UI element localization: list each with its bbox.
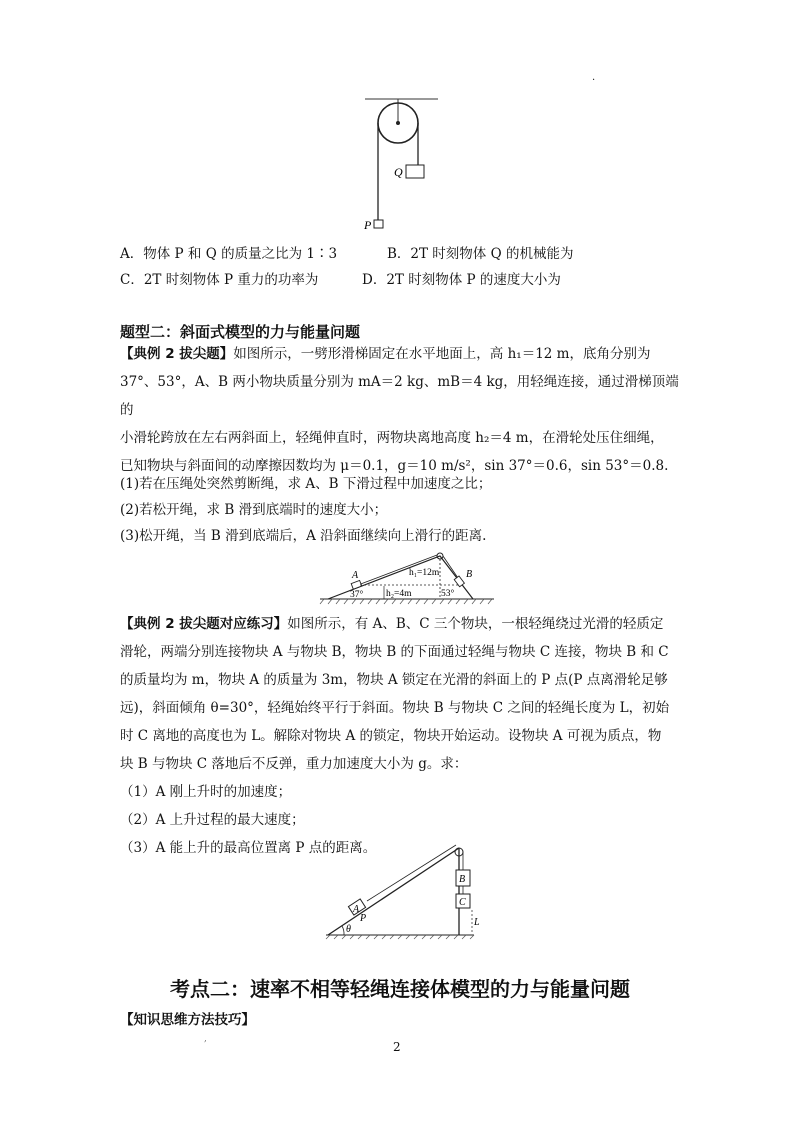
label-length-l: L — [474, 917, 480, 928]
practice-question: （1）A 刚上升时的加速度； — [120, 784, 292, 800]
example-line: 37°、53°，A、B 两小物块质量分别为 mA＝2 kg、mB＝4 kg，用轻绳连接，通过滑梯顶端的 — [120, 374, 679, 418]
label-theta: θ — [346, 924, 351, 935]
option-c: C．2T 时刻物体 P 重力的功率为 — [120, 272, 319, 288]
dot-mark: , — [204, 1034, 207, 1044]
practice-line: 时 C 离地的高度也为 L。解除对物块 A 的锁定，物块开始运动。设物块 A 可视为质点，物 — [120, 728, 662, 744]
practice-line: 的质量均为 m，物块 A 的质量为 3m，物块 A 锁定在光滑的斜面上的 P 点(P 点离滑轮足够 — [120, 672, 668, 688]
wedge-figure — [318, 548, 498, 606]
section-subtag: 【知识思维方法技巧】 — [120, 1012, 255, 1028]
label-q: Q — [394, 165, 403, 179]
option-a: A．物体 P 和 Q 的质量之比为 1∶3 — [120, 246, 338, 262]
option-b: B．2T 时刻物体 Q 的机械能为 — [387, 246, 574, 262]
label-h2: h₂=4m — [386, 589, 412, 599]
incline-figure — [322, 838, 482, 940]
label-point-p: P — [360, 913, 367, 924]
dot-mark: . — [592, 72, 596, 83]
section-title: 考点二：速率不相等轻绳连接体模型的力与能量问题 — [170, 977, 630, 1001]
practice-tag: 【典例 2 拔尖题对应练习】 — [120, 616, 288, 632]
pulley-figure — [360, 92, 450, 237]
example-tag: 【典例 2 拔尖题】 — [120, 346, 234, 362]
practice-paragraph — [120, 610, 690, 862]
practice-line: 滑轮，两端分别连接物块 A 与物块 B，物块 B 的下面通过轻绳与物块 C 连接，物块 B 和 C — [120, 644, 669, 660]
question-3: (3)松开绳，当 B 滑到底端后，A 沿斜面继续向上滑行的距离. — [120, 528, 487, 544]
practice-line: 远)，斜面倾角 θ=30°，轻绳始终平行于斜面。物块 B 与物块 C 之间的轻绳长度为 L，初始 — [120, 700, 670, 716]
practice-question: （3）A 能上升的最高位置离 P 点的距离。 — [120, 840, 377, 856]
label-angle-right: 53° — [441, 589, 455, 599]
example-line: 已知物块与斜面间的动摩擦因数均为 μ＝0.1，g＝10 m/s²，sin 37°＝0.6，sin 53°＝0.8. — [120, 458, 669, 474]
label-b: B — [466, 569, 473, 580]
practice-line: 块 B 与物块 C 落地后不反弹，重力加速度大小为 g。求： — [120, 756, 468, 772]
question-1: (1)若在压绳处突然剪断绳，求 A、B 下滑过程中加速度之比； — [120, 476, 492, 492]
label-block-a: A — [353, 904, 360, 915]
label-h1: h₁=12m — [409, 568, 440, 578]
example-paragraph — [120, 340, 680, 480]
label-p: P — [364, 218, 372, 232]
example-line: 如图所示，一劈形滑梯固定在水平地面上，高 h₁＝12 m，底角分别为 — [233, 346, 651, 362]
label-block-b: B — [459, 874, 466, 885]
option-d: D．2T 时刻物体 P 的速度大小为 — [362, 272, 561, 288]
label-a: A — [352, 570, 359, 581]
page-number: 2 — [393, 1040, 401, 1054]
practice-question: （2）A 上升过程的最大速度； — [120, 812, 305, 828]
example-line: 小滑轮跨放在左右两斜面上，轻绳伸直时，两物块离地高度 h₂＝4 m，在滑轮处压住细绳， — [120, 430, 664, 446]
practice-line: 如图所示，有 A、B、C 三个物块，一根轻绳绕过光滑的轻质定 — [287, 616, 664, 632]
label-angle-left: 37° — [350, 590, 364, 600]
label-block-c: C — [459, 897, 466, 908]
section-heading: 题型二：斜面式模型的力与能量问题 — [120, 323, 361, 341]
question-2: (2)若松开绳，求 B 滑到底端时的速度大小； — [120, 502, 388, 518]
